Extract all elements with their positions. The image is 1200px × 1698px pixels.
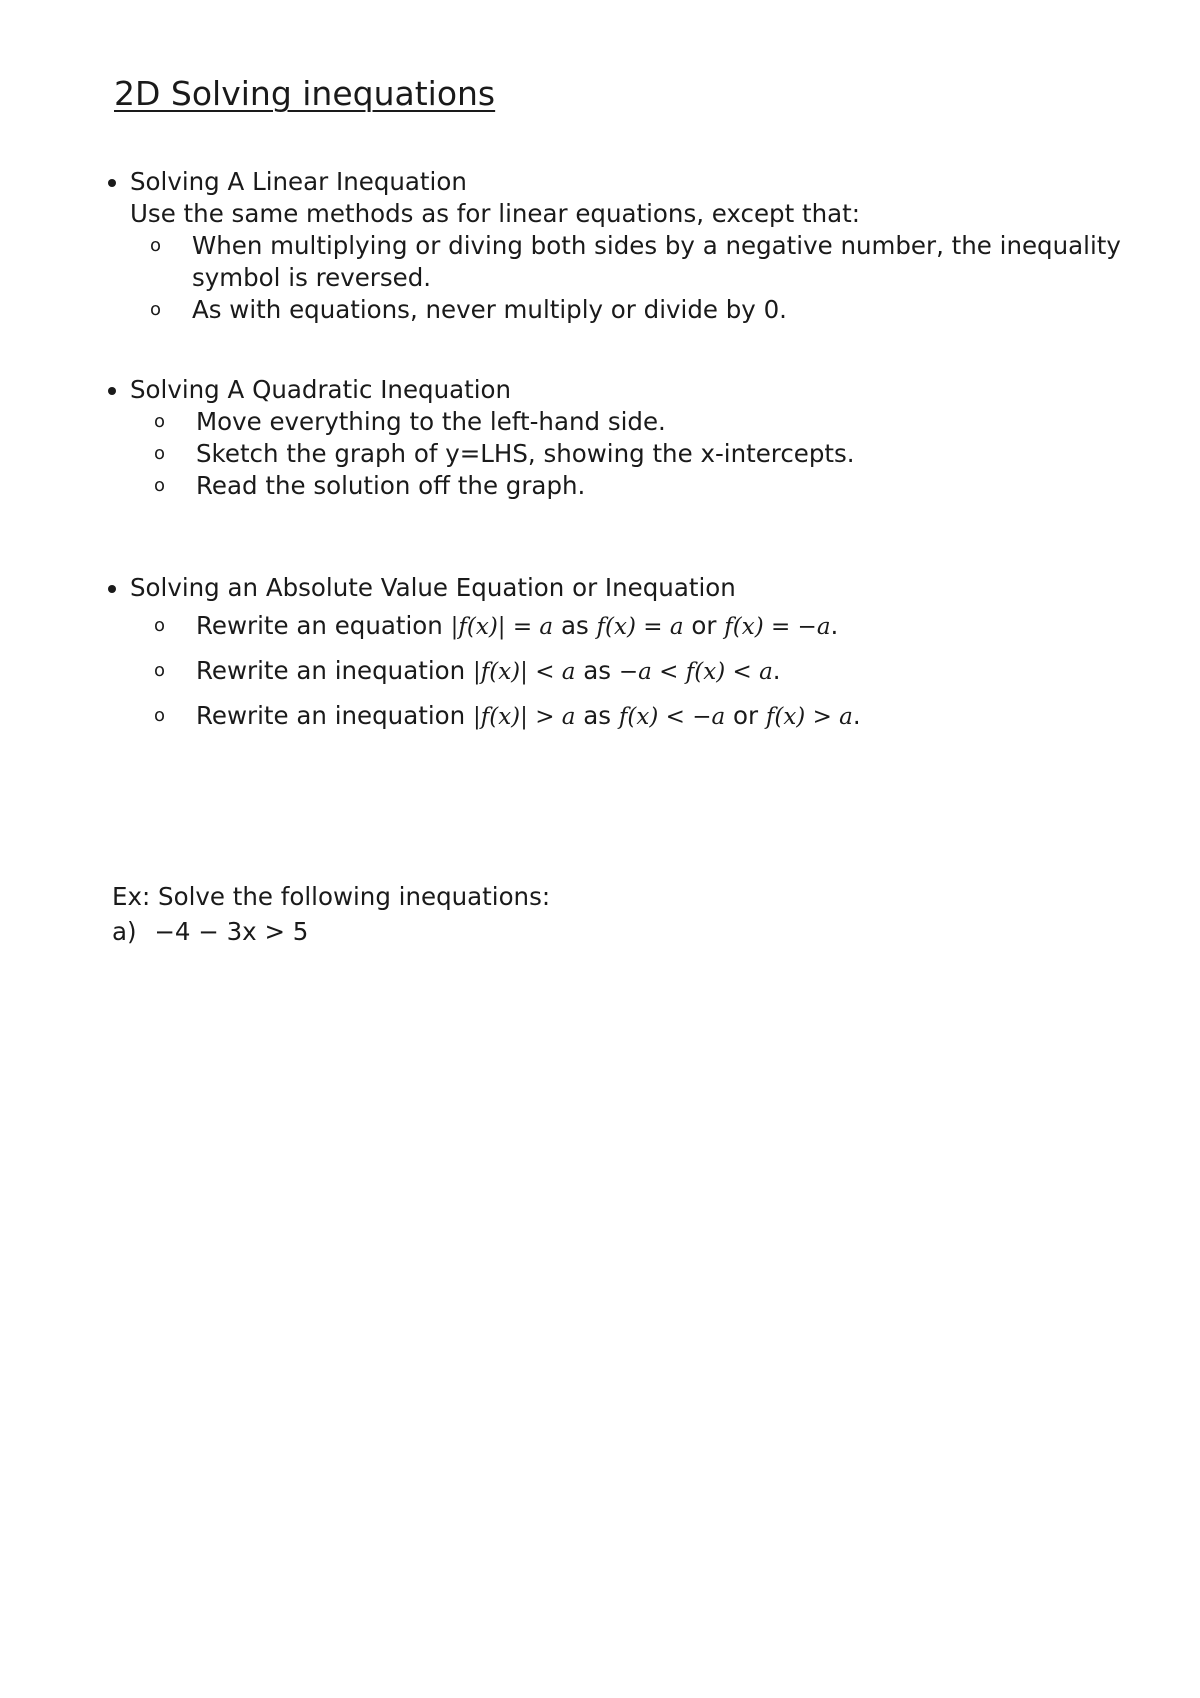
circle-bullet-icon: o: [150, 235, 162, 256]
list-item-text: Read the solution off the graph.: [196, 471, 586, 500]
section-heading: [104, 374, 855, 406]
list-item: [104, 230, 1200, 294]
rule-or: or: [691, 611, 717, 640]
page-title: 2D Solving inequations: [114, 74, 496, 113]
rule-end: .: [830, 611, 839, 640]
sub-list: [104, 604, 861, 739]
math-expression: |f(x)| = a: [450, 614, 554, 640]
section-linear-inequation: [104, 166, 1200, 326]
example-label: a): [112, 917, 137, 946]
bullet-icon: [108, 179, 116, 187]
circle-bullet-icon: o: [154, 705, 166, 726]
list-item-text: As with equations, never multiply or divide by 0.: [192, 295, 787, 324]
list-item: [104, 470, 855, 502]
sub-list: [104, 406, 855, 502]
rule-prefix: Rewrite an inequation: [196, 656, 466, 685]
rule-connector: as: [583, 701, 612, 730]
list-item: [104, 694, 861, 739]
list-item-text: Move everything to the left-hand side.: [196, 407, 666, 436]
example-expression: −4 − 3x > 5: [154, 917, 309, 946]
list-item: [104, 438, 855, 470]
rule-or: or: [732, 701, 759, 730]
bullet-icon: [108, 387, 116, 395]
section-absolute-value: [104, 572, 861, 739]
rule-end: .: [772, 656, 781, 685]
circle-bullet-icon: o: [154, 615, 166, 636]
list-item: [104, 649, 861, 694]
list-item-text: When multiplying or diving both sides by a negative number, the inequality symbol is reversed.: [192, 231, 1121, 292]
section-heading: [104, 572, 861, 604]
list-item-text: Sketch the graph of y=LHS, showing the x-intercepts.: [196, 439, 855, 468]
section-heading-text: Solving A Quadratic Inequation: [130, 375, 512, 404]
section-quadratic-inequation: [104, 374, 855, 502]
section-heading-text: Solving A Linear Inequation: [130, 167, 467, 196]
example-item: [112, 916, 308, 948]
rule-end: .: [852, 701, 861, 730]
rule-connector: as: [560, 611, 589, 640]
circle-bullet-icon: o: [154, 443, 166, 464]
math-expression: −a < f(x) < a: [618, 659, 773, 685]
math-expression: f(x) = −a: [724, 614, 831, 640]
section-intro: Use the same methods as for linear equations, except that:: [130, 199, 860, 228]
math-expression: f(x) = a: [596, 614, 684, 640]
math-expression: f(x) > a: [765, 704, 853, 730]
circle-bullet-icon: o: [154, 475, 166, 496]
list-item: [104, 294, 1200, 326]
math-expression: |f(x)| > a: [472, 704, 576, 730]
bullet-icon: [108, 585, 116, 593]
rule-prefix: Rewrite an inequation: [196, 701, 466, 730]
sub-list: [104, 230, 1200, 326]
section-heading-text: Solving an Absolute Value Equation or Inequation: [130, 573, 736, 602]
list-item: [104, 604, 861, 649]
circle-bullet-icon: o: [154, 411, 166, 432]
math-expression: f(x) < −a: [618, 704, 726, 730]
example-heading: Ex: Solve the following inequations:: [112, 882, 551, 911]
list-item: [104, 406, 855, 438]
rule-prefix: Rewrite an equation: [196, 611, 443, 640]
circle-bullet-icon: o: [154, 660, 166, 681]
circle-bullet-icon: o: [150, 299, 162, 320]
math-expression: |f(x)| < a: [472, 659, 576, 685]
section-heading: [104, 166, 1200, 198]
rule-connector: as: [583, 656, 612, 685]
